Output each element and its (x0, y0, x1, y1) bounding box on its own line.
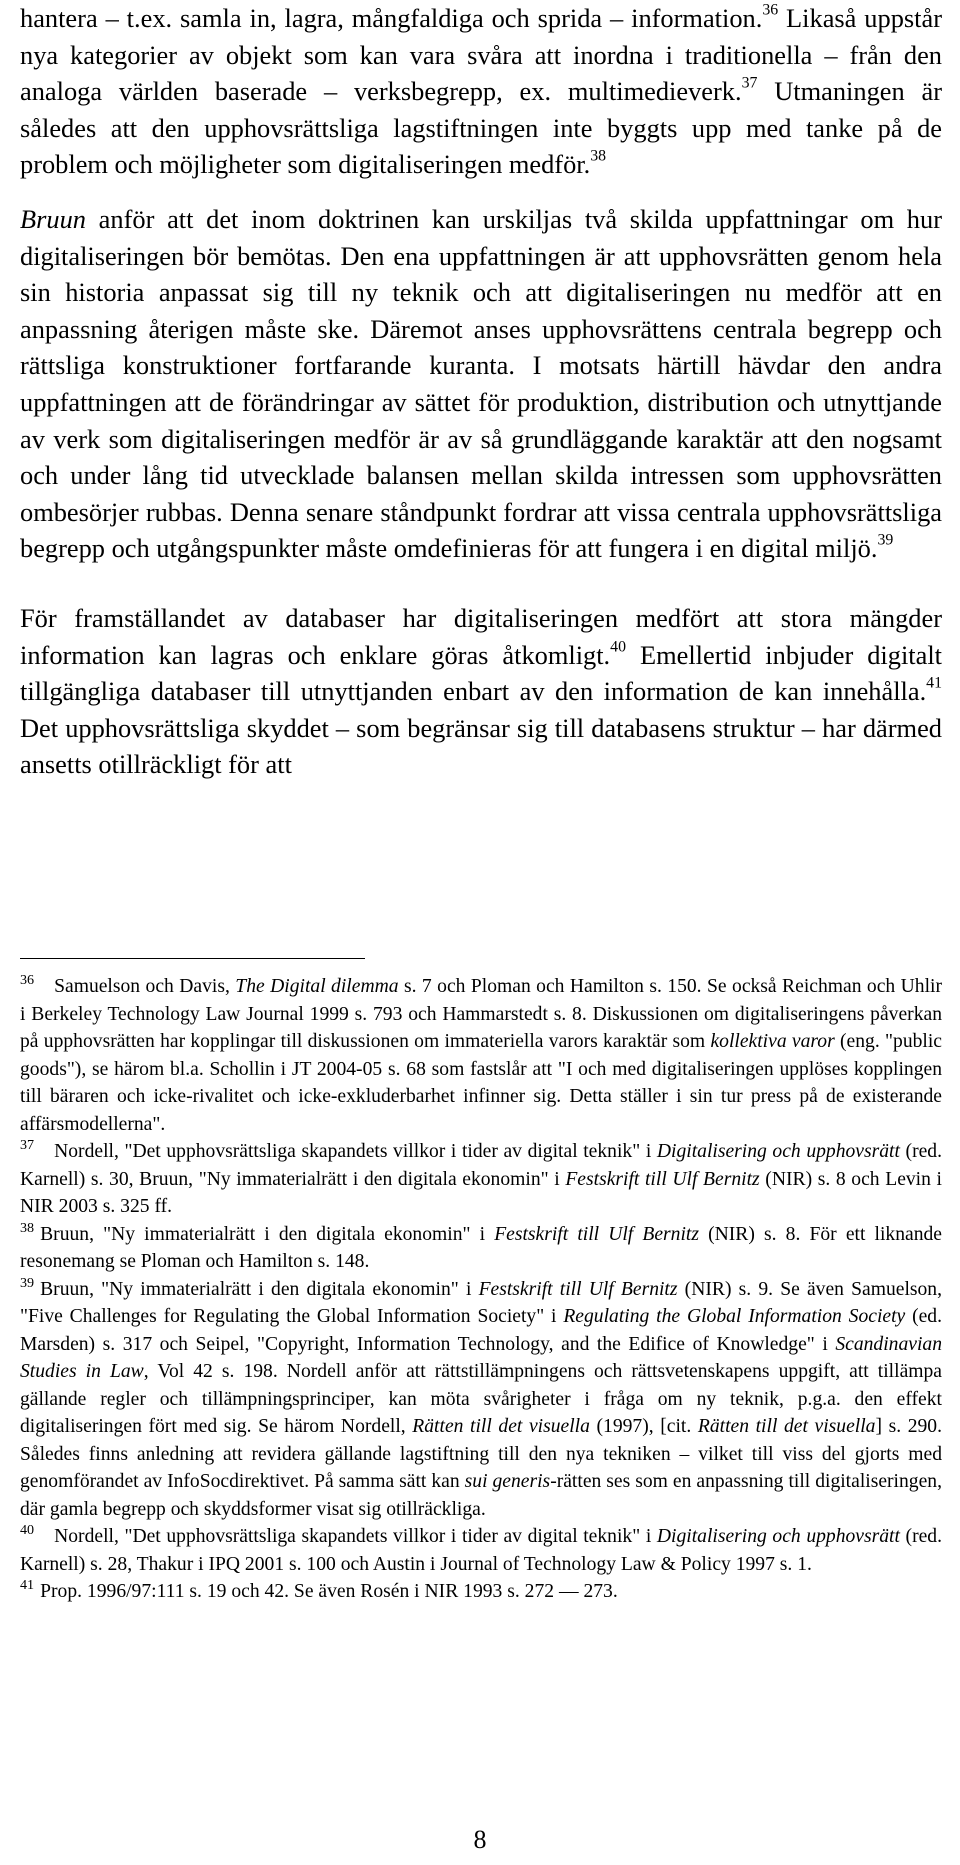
footnote-38 (20, 1221, 942, 1276)
footnotes (20, 958, 942, 1606)
footnote-text: (red. Karnell) s. 28, Thakur i IPQ 2001 s. 100 och Austin i Journal of Technology Law & Policy 1997 s. 1. (20, 1526, 942, 1575)
footnote-title: kollektiva varor (710, 1031, 835, 1052)
footnote-number: 41 (20, 1577, 35, 1594)
footnote-text: (NIR) s. 9. Se även Samuelson, "Five Challenges for Regulating the Global Information Society" i (20, 1278, 943, 1327)
footnote-number: 37 (20, 1137, 35, 1154)
footnote-title: Festskrift till Ulf Bernitz (494, 1223, 699, 1245)
paragraph-text: hantera – t.ex. samla in, lagra, mångfaldiga och sprida – information. (20, 3, 763, 33)
footnote-text: s. 7 och Ploman och Hamilton s. 150. Se också Reichman och Uhlir i Berkeley Technology Law Journal 1999 s. 793 och Hammarstedt s. 8. Diskussionen om digitaliseringens påverkan på upphovsrätten har kopplingar till diskussionen om immateriella varors karaktär som (20, 976, 943, 1052)
footnote-number: 38 (20, 1219, 35, 1236)
footnote-text: Nordell, "Det upphovsrättsliga skapandets villkor i tider av digital teknik" i (54, 1141, 657, 1162)
footnote-title: Rätten till det visuella (412, 1416, 590, 1437)
footnote-title: sui generis (464, 1471, 551, 1492)
footnote-41 (20, 1578, 942, 1606)
footnote-ref: 36 (762, 1, 779, 19)
paragraph (20, 0, 942, 183)
footnote-text: -rätten ses som en anpassning till digitaliseringen, där gamla begrepp och skyddsformer visat sig otillräckliga. (20, 1471, 942, 1520)
footnote-text: Prop. 1996/97:111 s. 19 och 42. Se även Rosén i NIR 1993 s. 272 — 273. (40, 1581, 618, 1602)
footnote-title: Festskrift till Ulf Bernitz (565, 1168, 760, 1190)
footnote-text: Bruun, "Ny immaterialrätt i den digitala ekonomin" i (40, 1278, 479, 1300)
paragraph-text: För framställandet av databaser har digitaliseringen medfört att stora mängder information kan lagras och enklare göras åtkomligt. (20, 602, 942, 670)
paragraph (20, 600, 942, 783)
paragraph-text: Likaså uppstår nya kategorier av objekt som kan vara svåra att inordna i traditionella – från den analoga världen baserade – verksbegrepp, ex. multimedieverk. (20, 3, 942, 107)
footnote-title: Festskrift till Ulf Bernitz (478, 1278, 678, 1300)
footnote-separator (20, 958, 365, 959)
footnote-number: 39 (20, 1274, 35, 1291)
paragraph (20, 201, 942, 567)
footnote-40 (20, 1523, 942, 1578)
footnote-number: 36 (20, 972, 35, 989)
footnote-title: Regulating the Global Information Society (563, 1306, 906, 1327)
footnote-text: ] s. 290. Således finns anledning att revidera gällande lagstiftning till den nya tekniken – vilket till viss del gjorts med genomförandet av InfoSocdirektivet. På samma sätt kan (20, 1416, 943, 1492)
footnote-text: Samuelson och Davis, (54, 976, 236, 997)
author-name: Bruun (20, 203, 86, 234)
paragraph-text: Emellertid inbjuder digitalt tillgängliga databaser till utnyttjanden enbart av den information de kan innehålla. (20, 639, 942, 707)
footnote-title: Rätten till det visuella (697, 1416, 876, 1437)
footnote-text: (eng. "public goods"), se härom bl.a. Schollin i JT 2004-05 s. 68 som fastslår att "I och med digitaliseringen upplöses kopplingen till bäraren och icke-rivalitet och icke-exkluderbarhet infinner sig. Detta ställer i sin tur press på de existerande affärsmodellerna". (20, 1031, 942, 1135)
footnote-39 (20, 1276, 942, 1524)
footnote-ref: 39 (877, 531, 894, 549)
paragraph-text: Utmaningen är således att den upphovsrättsliga lagstiftningen inte byggts upp med tanke på de problem och möjligheter som digitaliseringen medför. (20, 76, 943, 180)
footnote-37 (20, 1138, 942, 1221)
footnote-text: Nordell, "Det upphovsrättsliga skapandets villkor i tider av digital teknik" i (54, 1526, 657, 1547)
footnote-36 (20, 973, 942, 1138)
page-number: 8 (473, 1825, 487, 1854)
footnote-number: 40 (20, 1522, 35, 1539)
footnote-ref: 40 (610, 637, 626, 655)
footnote-ref: 37 (741, 74, 758, 92)
footnote-text: (NIR) s. 8. För ett liknande resonemang se Ploman och Hamilton s. 148. (20, 1223, 942, 1272)
footnote-ref: 41 (926, 674, 942, 692)
footnote-text: Bruun, "Ny immaterialrätt i den digitala ekonomin" i (40, 1223, 495, 1245)
paragraph-text: Det upphovsrättsliga skyddet – som begränsar sig till databasens struktur – har därmed ansetts otillräckligt för att (20, 712, 942, 780)
paragraph-text: anför att det inom doktrinen kan urskiljas två skilda uppfattningar om hur digitaliseringen bör bemötas. Den ena uppfattningen är att upphovsrätten genom hela sin historia anpassat sig till ny teknik och att digitaliseringen nu medför att en anpassning återigen måste ske. Däremot anses upphovsrättens centrala begrepp och rättsliga konstruktioner fortfarande kuranta. I motsats härtill hävdar den andra uppfattningen att de förändringar av sättet för produktion, distribution och utnyttjande av verk som digitaliseringen medför är av så grundläggande karaktär att den nogsamt och under lång tid utvecklade balansen mellan skilda intressen som upphovsrätten ombesörjer rubbas. Denna senare ståndpunkt fordrar att vissa centrala upphovsrättsliga begrepp och utgångspunkter måste omdefinieras för att fungera i en digital miljö. (20, 203, 942, 564)
footnote-text: , Vol 42 s. 198. Nordell anför att rättstillämpningens och rättsvetenskapens uppgift, att tillämpa gällande regler och tillämpningsprinciper, kan möta svårigheter i fråga om ny teknik, p.g.a. den effekt digitaliseringen fört med sig. Se härom Nordell, (20, 1361, 942, 1437)
body-text (20, 0, 942, 783)
footnote-title: Digitalisering och upphovsrätt (656, 1526, 900, 1547)
footnote-text: (ed. Marsden) s. 317 och Seipel, "Copyright, Information Technology, and the Edifice of Knowledge" i (20, 1306, 942, 1355)
footnote-text: (red. Karnell) s. 30, Bruun, "Ny immaterialrätt i den digitala ekonomin" i (20, 1141, 942, 1190)
footnote-ref: 38 (590, 147, 607, 165)
footnote-text: (1997), [cit. (589, 1416, 698, 1437)
footnote-title: The Digital dilemma (235, 976, 399, 997)
footnote-text: (NIR) s. 8 och Levin i NIR 2003 s. 325 ff. (20, 1168, 943, 1217)
footnote-title: Digitalisering och upphovsrätt (656, 1141, 900, 1162)
footnote-title: Scandinavian Studies in Law (20, 1333, 942, 1382)
